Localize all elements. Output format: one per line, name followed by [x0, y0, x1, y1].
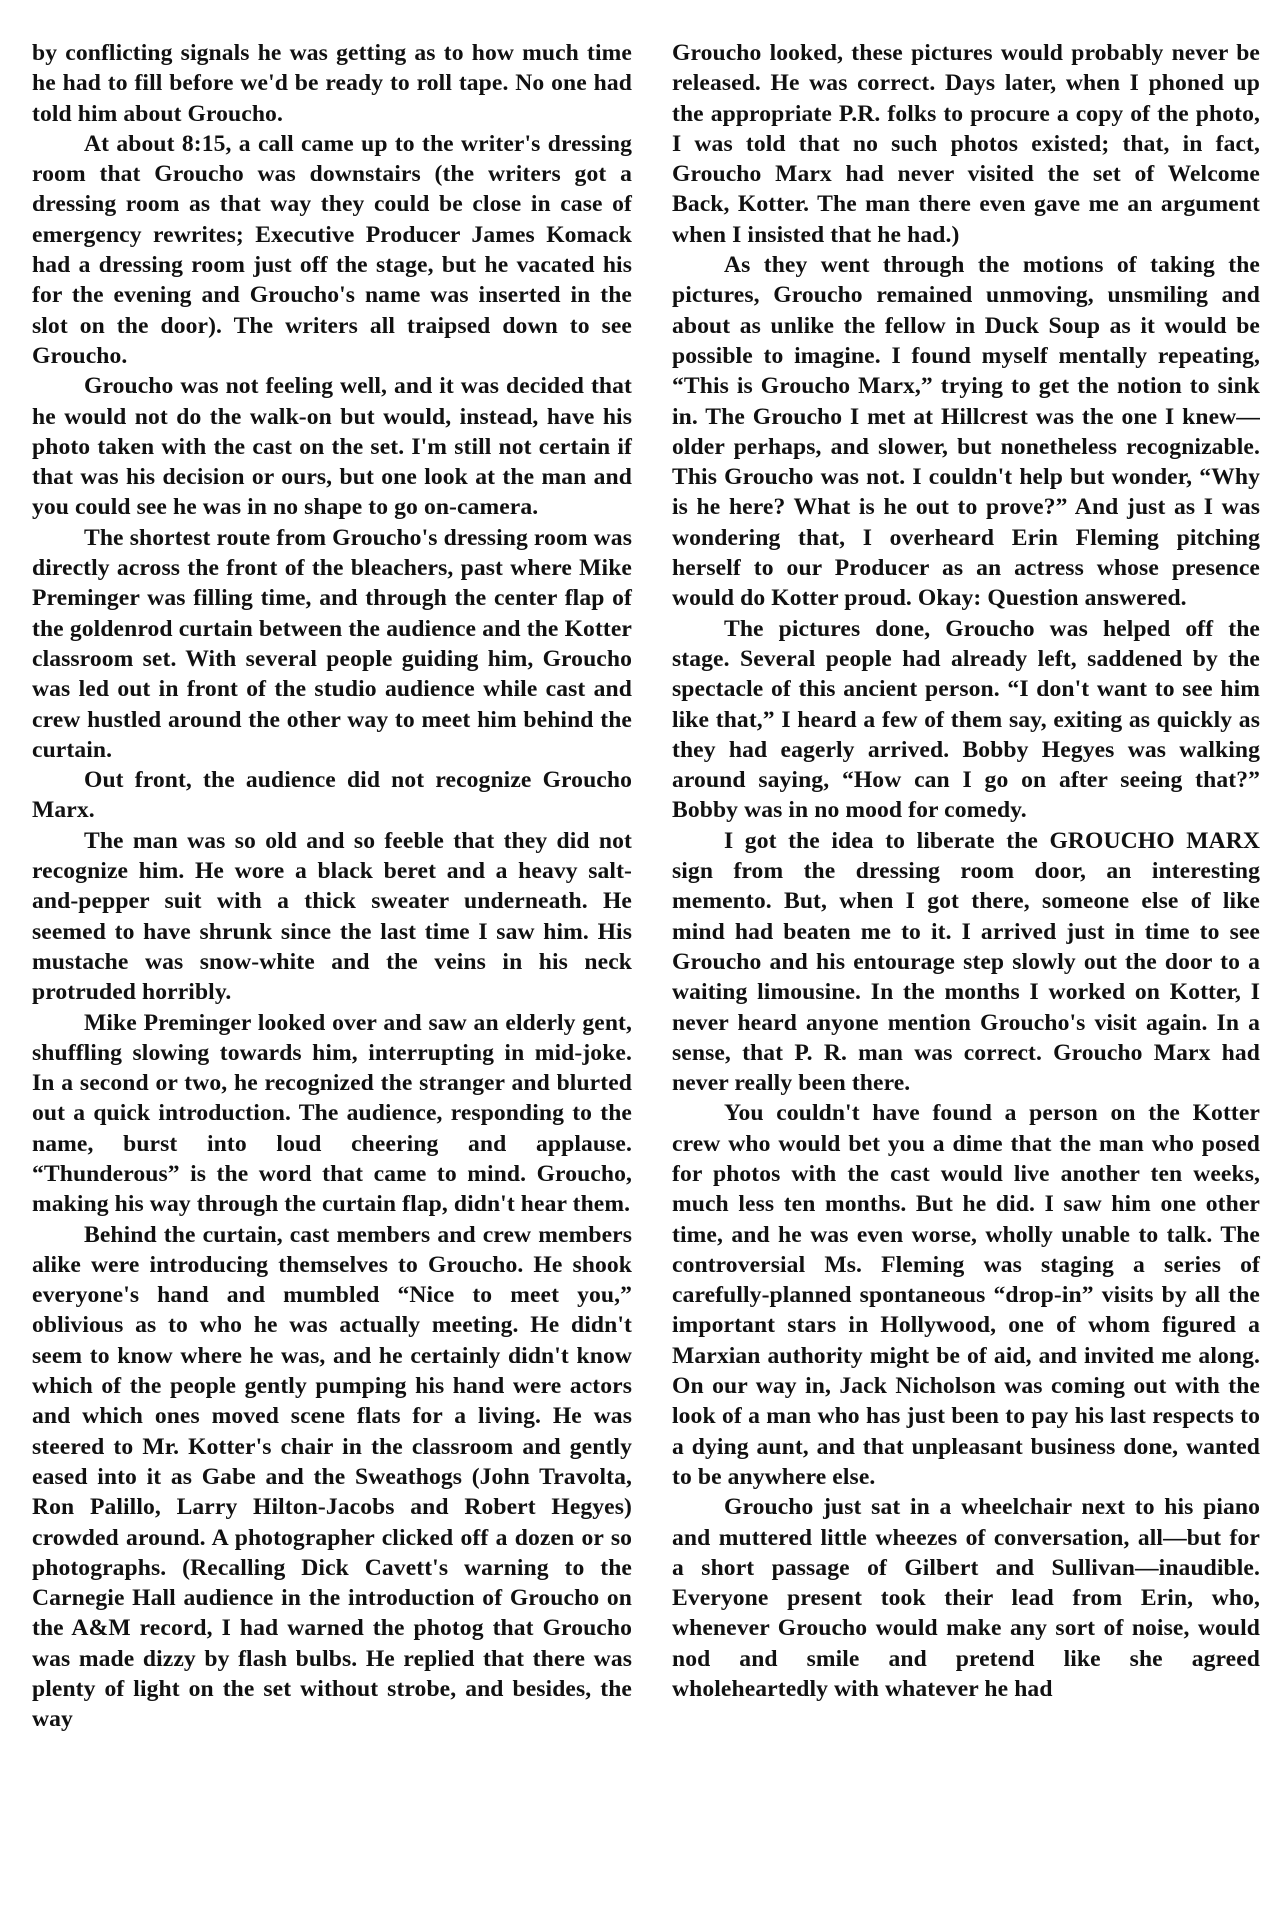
paragraph: by conflicting signals he was getting as to how much time he had to fill before we'd be ready to roll tape. No one had told him about Groucho.	[32, 40, 632, 127]
paragraph: Mike Preminger looked over and saw an elderly gent, shuffling slowing towards him, interrupting in mid-joke. In a second or two, he recognized the stranger and blurted out a quick introduction. The audience, responding to the name, burst into loud cheering and applause. “Thunderous” is the word that came to mind. Groucho, making his way through the curtain flap, didn't hear them.	[32, 1009, 632, 1218]
paragraph: Groucho looked, these pictures would probably never be released. He was correct. Days later, when I phoned up the appropriate P.R. folks to procure a copy of the photo, I was told that no such photos existed; that, in fact, Groucho Marx had never visited the set of Welcome Back, Kotter. The man there even gave me an argument when I insisted that he had.)	[672, 40, 1260, 248]
paragraph: The man was so old and so feeble that they did not recognize him. He wore a black beret and a heavy salt-and-pepper suit with a thick sweater underneath. He seemed to have shrunk since the last time I saw him. His mustache was snow-white and the veins in his neck protruded horribly.	[32, 827, 632, 1006]
paragraph: The shortest route from Groucho's dressing room was directly across the front of the bleachers, past where Mike Preminger was filling time, and through the center flap of the goldenrod curtain between the audience and the Kotter classroom set. With several people guiding him, Groucho was led out in front of the studio audience while cast and crew hustled around the other way to meet him behind the curtain.	[32, 524, 632, 763]
paragraph: Groucho just sat in a wheelchair next to his piano and muttered little wheezes of conversation, all—but for a short passage of Gilbert and Sullivan—inaudible. Everyone present took their lead from Erin, who, whenever Groucho would make any sort of noise, would nod and smile and pretend like she agreed wholeheartedly with whatever he had	[672, 1494, 1260, 1703]
paragraph: Behind the curtain, cast members and crew members alike were introducing themselves to Groucho. He shook everyone's hand and mumbled “Nice to meet you,” oblivious as to who he was actually meeting. He didn't seem to know where he was, and he certainly didn't know which of the people gently pumping his hand were actors and which ones moved scene flats for a living. He was steered to Mr. Kotter's chair in the classroom and gently eased into it as Gabe and the Sweathogs (John Travolta, Ron Palillo, Larry Hilton-Jacobs and Robert Hegyes) crowded around. A photographer clicked off a dozen or so photographs. (Recalling Dick Cavett's warning to the Carnegie Hall audience in the introduction of Groucho on the A&M record, I had warned the photog that Groucho was made dizzy by flash bulbs. He replied that there was plenty of light on the set without strobe, and besides, the way	[32, 1221, 632, 1733]
paragraph: At about 8:15, a call came up to the writer's dressing room that Groucho was downstairs (the writers got a dressing room as that way they could be close in case of emergency rewrites; Executive Producer James Komack had a dressing room just off the stage, but he vacated his for the evening and Groucho's name was inserted in the slot on the door). The writers all traipsed down to see Groucho.	[32, 130, 632, 369]
paragraph: Out front, the audience did not recognize Groucho Marx.	[32, 767, 632, 824]
paragraph: As they went through the motions of taking the pictures, Groucho remained unmoving, unsmiling and about as unlike the fellow in Duck Soup as it would be possible to imagine. I found myself mentally repeating, “This is Groucho Marx,” trying to get the notion to sink in. The Groucho I met at Hillcrest was the one I knew—older perhaps, and slower, but nonetheless recognizable. This Groucho was not. I couldn't help but wonder, “Why is he here? What is he out to prove?” And just as I was wondering that, I overheard Erin Fleming pitching herself to our Producer as an actress whose presence would do Kotter proud. Okay: Question answered.	[672, 252, 1260, 612]
paragraph: The pictures done, Groucho was helped off the stage. Several people had already left, saddened by the spectacle of this ancient person. “I don't want to see him like that,” I heard a few of them say, exiting as quickly as they had eagerly arrived. Bobby Hegyes was walking around saying, “How can I go on after seeing that?” Bobby was in no mood for comedy.	[672, 615, 1260, 824]
paragraph: You couldn't have found a person on the Kotter crew who would bet you a dime that the man who posed for photos with the cast would live another ten weeks, much less ten months. But he did. I saw him one other time, and he was even worse, wholly unable to talk. The controversial Ms. Fleming was staging a series of carefully-planned spontaneous “drop-in” visits by all the important stars in Hollywood, one of whom figured a Marxian authority might be of aid, and invited me along. On our way in, Jack Nicholson was coming out with the look of a man who has just been to pay his last respects to a dying aunt, and that unpleasant business done, wanted to be anywhere else.	[672, 1100, 1260, 1490]
left-column	[32, 38, 632, 1735]
paragraph: I got the idea to liberate the GROUCHO MARX sign from the dressing room door, an interesting memento. But, when I got there, someone else of like mind had beaten me to it. I arrived just in time to see Groucho and his entourage step slowly out the door to a waiting limousine. In the months I worked on Kotter, I never heard anyone mention Groucho's visit again. In a sense, that P. R. man was correct. Groucho Marx had never really been there.	[672, 827, 1260, 1097]
paragraph: Groucho was not feeling well, and it was decided that he would not do the walk-on but would, instead, have his photo taken with the cast on the set. I'm still not certain if that was his decision or ours, but one look at the man and you could see he was in no shape to go on-camera.	[32, 373, 632, 521]
right-column	[672, 38, 1260, 1704]
